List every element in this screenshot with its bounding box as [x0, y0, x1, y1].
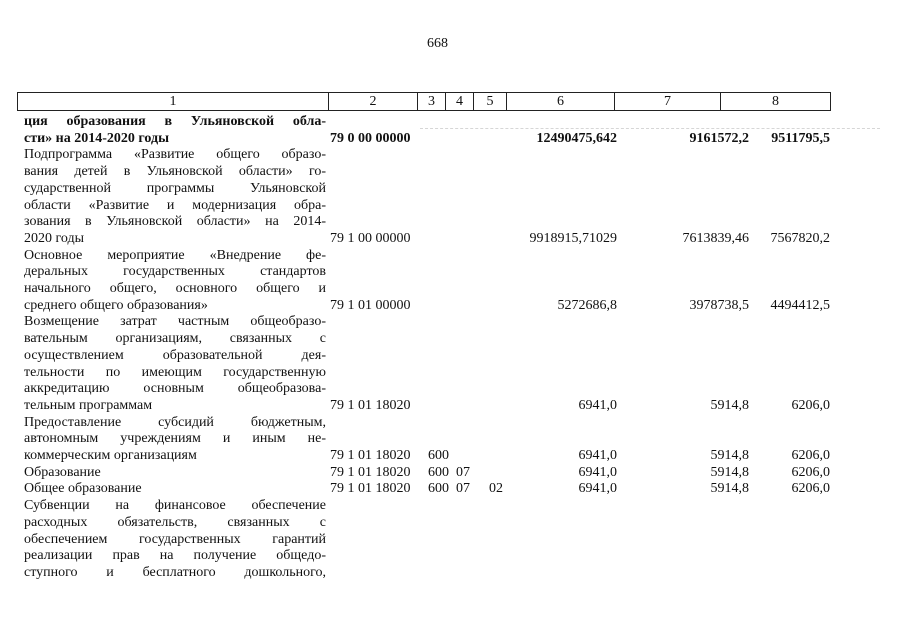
amount-col-6: 12490475,642: [536, 130, 617, 146]
expense-type: 600: [428, 464, 449, 480]
description-line: Предоставление субсидий бюджетным,: [24, 414, 326, 430]
description-line: вания детей в Ульяновской области» го-: [24, 164, 326, 180]
description-line: осуществлением образовательной дея-: [24, 347, 326, 363]
table-row: [0, 465, 905, 482]
description-line: 2020 годы: [24, 230, 85, 246]
amount-col-8: 4494412,5: [770, 297, 830, 313]
amount-col-6: 6941,0: [578, 397, 617, 413]
description-line: тельным программам: [24, 397, 153, 413]
page-number: 668: [427, 36, 448, 51]
budget-code: 79 1 01 00000: [330, 297, 411, 313]
header-col-4: 4: [446, 93, 474, 111]
amount-col-6: 9918915,71029: [529, 230, 617, 246]
table-row: [0, 481, 905, 498]
budget-code: 79 1 01 18020: [330, 397, 411, 413]
description-line: расходных обязательств, связанных с: [24, 514, 326, 530]
description-line: ция образования в Ульяновской обла-: [24, 114, 326, 129]
description-line: Общее образование: [24, 481, 142, 497]
description-line: начального общего, основного общего и: [24, 281, 326, 296]
amount-col-6: 6941,0: [578, 447, 617, 463]
amount-col-6: 6941,0: [578, 464, 617, 480]
row-description: [24, 415, 326, 465]
amount-col-8: 6206,0: [791, 447, 830, 463]
column-header-row: [17, 92, 831, 111]
table-row: [0, 498, 905, 582]
header-col-5: 5: [474, 93, 507, 111]
header-col-3: 3: [418, 93, 446, 111]
amount-col-6: 5272686,8: [557, 297, 617, 313]
amount-col-8: 6206,0: [791, 397, 830, 413]
description-line: сти» на 2014-2020 годы: [24, 130, 170, 146]
amount-col-8: 6206,0: [791, 481, 830, 497]
section-code: 07: [456, 464, 470, 480]
header-col-2: 2: [329, 93, 418, 111]
header-col-8: 8: [721, 93, 831, 111]
expense-type: 600: [428, 447, 449, 463]
description-line: области «Развитие и модернизация обра-: [24, 197, 326, 213]
description-line: среднего общего образования»: [24, 297, 208, 313]
description-line: Основное мероприятие «Внедрение фе-: [24, 247, 326, 263]
description-line: Возмещение затрат частным общеобразо-: [24, 314, 326, 330]
table-row: [0, 248, 905, 315]
header-col-7: 7: [615, 93, 721, 111]
description-line: Образование: [24, 464, 101, 480]
table-row: [0, 415, 905, 465]
budget-code: 79 1 00 00000: [330, 230, 411, 246]
description-line: деральных государственных стандартов: [24, 264, 326, 280]
amount-col-6: 6941,0: [578, 481, 617, 497]
row-description: [24, 114, 326, 147]
description-line: коммерческим организациям: [24, 448, 197, 463]
description-line: ступного и бесплатного дошкольного,: [24, 564, 326, 580]
row-description: [24, 465, 326, 482]
description-line: обеспечением государственных гарантий: [24, 531, 326, 547]
amount-col-8: 7567820,2: [770, 230, 830, 246]
amount-col-7: 5914,8: [710, 481, 749, 497]
row-description: [24, 498, 326, 582]
amount-col-7: 7613839,46: [682, 230, 749, 246]
budget-code: 79 1 01 18020: [330, 481, 411, 497]
table-row: [0, 147, 905, 247]
amount-col-7: 5914,8: [710, 447, 749, 463]
row-description: [24, 314, 326, 414]
row-description: [24, 248, 326, 315]
budget-code: 79 1 01 18020: [330, 447, 411, 463]
amount-col-8: 9511795,5: [771, 130, 830, 146]
description-line: аккредитацию основным общеобразова-: [24, 381, 326, 397]
description-line: сударственной программы Ульяновской: [24, 180, 326, 196]
description-line: реализации прав на получение общедо-: [24, 548, 326, 564]
amount-col-8: 6206,0: [791, 464, 830, 480]
table-row: [0, 314, 905, 414]
amount-col-7: 3978738,5: [689, 297, 749, 313]
section-code: 07: [456, 481, 470, 497]
expense-type: 600: [428, 481, 449, 497]
description-line: тельности по имеющим государственную: [24, 364, 326, 380]
table-row: [0, 114, 905, 147]
row-description: [24, 147, 326, 247]
row-description: [24, 481, 326, 498]
amount-col-7: 5914,8: [710, 397, 749, 413]
budget-code: 79 0 00 00000: [330, 130, 411, 146]
budget-code: 79 1 01 18020: [330, 464, 411, 480]
header-col-6: 6: [507, 93, 615, 111]
description-line: Подпрограмма «Развитие общего образо-: [24, 147, 326, 163]
amount-col-7: 5914,8: [710, 464, 749, 480]
description-line: автономным учреждениям и иным не-: [24, 431, 326, 447]
header-col-1: 1: [18, 93, 329, 111]
amount-col-7: 9161572,2: [689, 130, 749, 146]
description-line: вательным организациям, связанных с: [24, 331, 326, 347]
subsection-code: 02: [489, 481, 503, 497]
description-line: Субвенции на финансовое обеспечение: [24, 498, 326, 514]
description-line: зования в Ульяновской области» на 2014-: [24, 214, 326, 230]
